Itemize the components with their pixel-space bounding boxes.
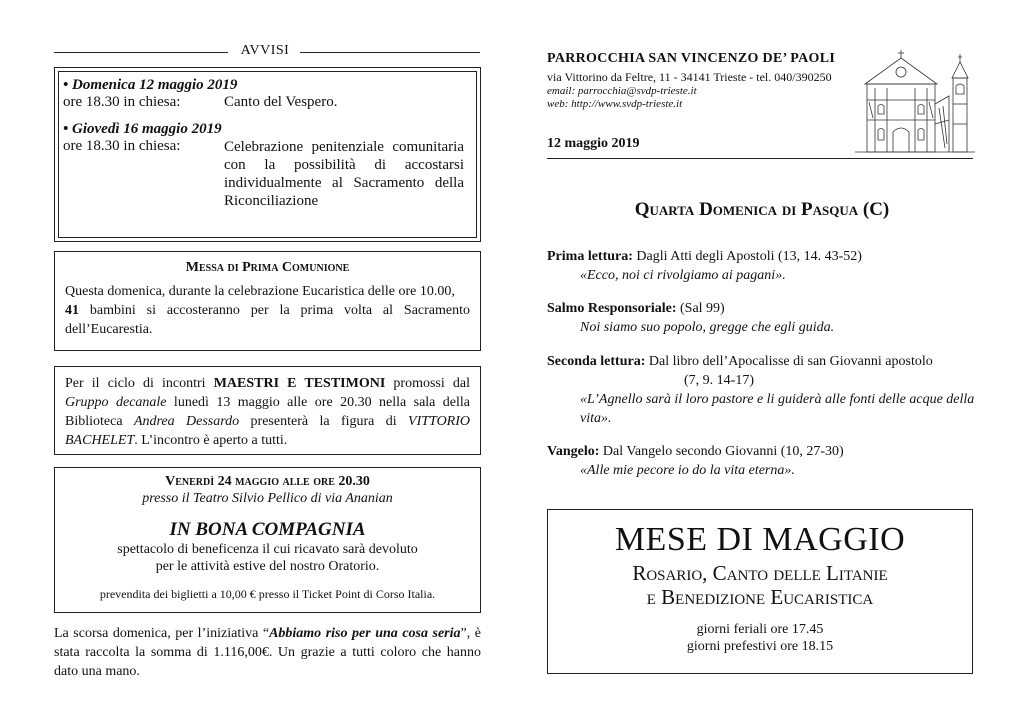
parish-address: via Vittorino da Feltre, 11 - 34141 Trieste - tel. 040/390250 <box>547 70 832 84</box>
maggio-times-2: giorni prefestivi ore 18.15 <box>686 639 834 654</box>
event-1-desc: Canto del Vespero. <box>224 94 338 110</box>
avvisi-heading: AVVISI <box>240 43 290 58</box>
maggio-times-1: giorni feriali ore 17.45 <box>696 622 824 637</box>
reading-4 <box>547 442 977 480</box>
maggio-sub-2: e Benedizione Eucaristica <box>646 585 874 609</box>
reading-3-ref: Dal libro dell’Apocalisse di san Giovanni apostolo <box>645 354 933 369</box>
event-1-title: • Domenica 12 maggio 2019 <box>63 77 238 93</box>
incontri-library: Andrea Dessardo <box>133 414 240 429</box>
reading-3-quote: «L’Agnello sarà il loro pastore e li guiderà alle fonti delle acque della vita». <box>580 392 975 426</box>
reading-2-ref: (Sal 99) <box>676 301 725 316</box>
avvisi-box <box>54 67 481 242</box>
reading-4-quote: «Alle mie pecore io do la vita eterna». <box>580 463 795 478</box>
reading-1-quote: «Ecco, noi ci rivolgiamo ai pagani». <box>580 268 786 283</box>
parish-web: web: http://www.svdp-trieste.it <box>547 98 683 110</box>
issue-date: 12 maggio 2019 <box>547 136 640 151</box>
spettacolo-place: presso il Teatro Silvio Pellico di via Ananian <box>142 491 393 506</box>
avvisi-rule-left <box>54 52 228 53</box>
spettacolo-title: IN BONA COMPAGNIA <box>169 519 366 540</box>
maggio-sub-1: Rosario, Canto delle Litanie <box>632 561 888 585</box>
reading-2 <box>547 299 977 337</box>
incontri-group: Gruppo decanale <box>65 395 167 410</box>
comunione-title: Messa di Prima Comunione <box>185 260 350 275</box>
parish-name: PARROCCHIA SAN VINCENZO DE’ PAOLI <box>547 51 836 66</box>
incontri-series: MAESTRI E TESTIMONI <box>213 376 386 391</box>
event-2-time: ore 18.30 in chiesa: <box>63 138 181 154</box>
incontri-box <box>54 366 481 455</box>
parish-email: email: parrocchia@svdp-trieste.it <box>547 85 697 97</box>
maggio-box <box>547 509 973 674</box>
riso-text: La scorsa domenica, per l’iniziativa “Abbiamo riso per una cosa seria”, è stata raccolta la somma di 1.116,00€. Un grazie a tutti coloro che hanno dato una mano. <box>54 626 481 679</box>
liturgy-title: Quarta Domenica di Pasqua (C) <box>634 199 890 220</box>
event-2-title: • Giovedì 16 maggio 2019 <box>63 121 222 137</box>
reading-3 <box>547 352 977 428</box>
header-rule <box>547 158 973 159</box>
maggio-title: MESE DI MAGGIO <box>614 521 906 558</box>
avvisi-rule-right <box>300 52 480 53</box>
reading-4-label: Vangelo: <box>547 444 600 459</box>
reading-2-label: Salmo Responsoriale: <box>547 301 677 316</box>
comunione-box <box>54 251 481 351</box>
spettacolo-desc-2: per le attività estive del nostro Oratorio. <box>155 559 380 574</box>
spettacolo-box <box>54 467 481 613</box>
reading-2-quote: Noi siamo suo popolo, gregge che egli guida. <box>580 320 835 335</box>
reading-1-label: Prima lettura: <box>547 249 633 264</box>
spettacolo-desc-1: spettacolo di beneficenza il cui ricavato sarà devoluto <box>117 542 418 557</box>
church-drawing-icon <box>855 44 975 156</box>
comunione-count: 41 <box>65 303 79 318</box>
reading-4-ref: Dal Vangelo secondo Giovanni (10, 27-30) <box>599 444 844 459</box>
reading-1-ref: Dagli Atti degli Apostoli (13, 14. 43-52) <box>632 249 862 264</box>
spettacolo-tickets: prevendita dei biglietti a 10,00 € presso il Ticket Point di Corso Italia. <box>99 587 436 601</box>
reading-3-ref-2: (7, 9. 14-17) <box>684 373 754 388</box>
incontri-person: VITTORIO BACHELET <box>65 414 470 448</box>
riso-title: Abbiamo riso per una cosa seria <box>269 626 461 641</box>
incontri-text: Per il ciclo di incontri MAESTRI E TESTIMONI promossi dal Gruppo decanale lunedì 13 maggio alle ore 20.30 nella sala della Biblioteca Andrea Dessardo presenterà la figura di VITTORIO BACHELET. L’incontro è aperto a tutti. <box>65 376 471 448</box>
event-1-time: ore 18.30 in chiesa: <box>63 94 181 110</box>
reading-1 <box>547 247 977 285</box>
reading-3-label: Seconda lettura: <box>547 354 646 369</box>
event-2-desc: Celebrazione penitenziale comunitaria con la possibilità di accostarsi individualmente al Sacramento della Riconciliazione <box>224 139 464 209</box>
spettacolo-date: Venerdì 24 maggio alle ore 20.30 <box>165 474 370 489</box>
comunione-text: Questa domenica, durante la celebrazione Eucaristica delle ore 10.00, 41 bambini si accosteranno per la prima volta al Sacramento dell’Eucarestia. <box>65 284 470 337</box>
